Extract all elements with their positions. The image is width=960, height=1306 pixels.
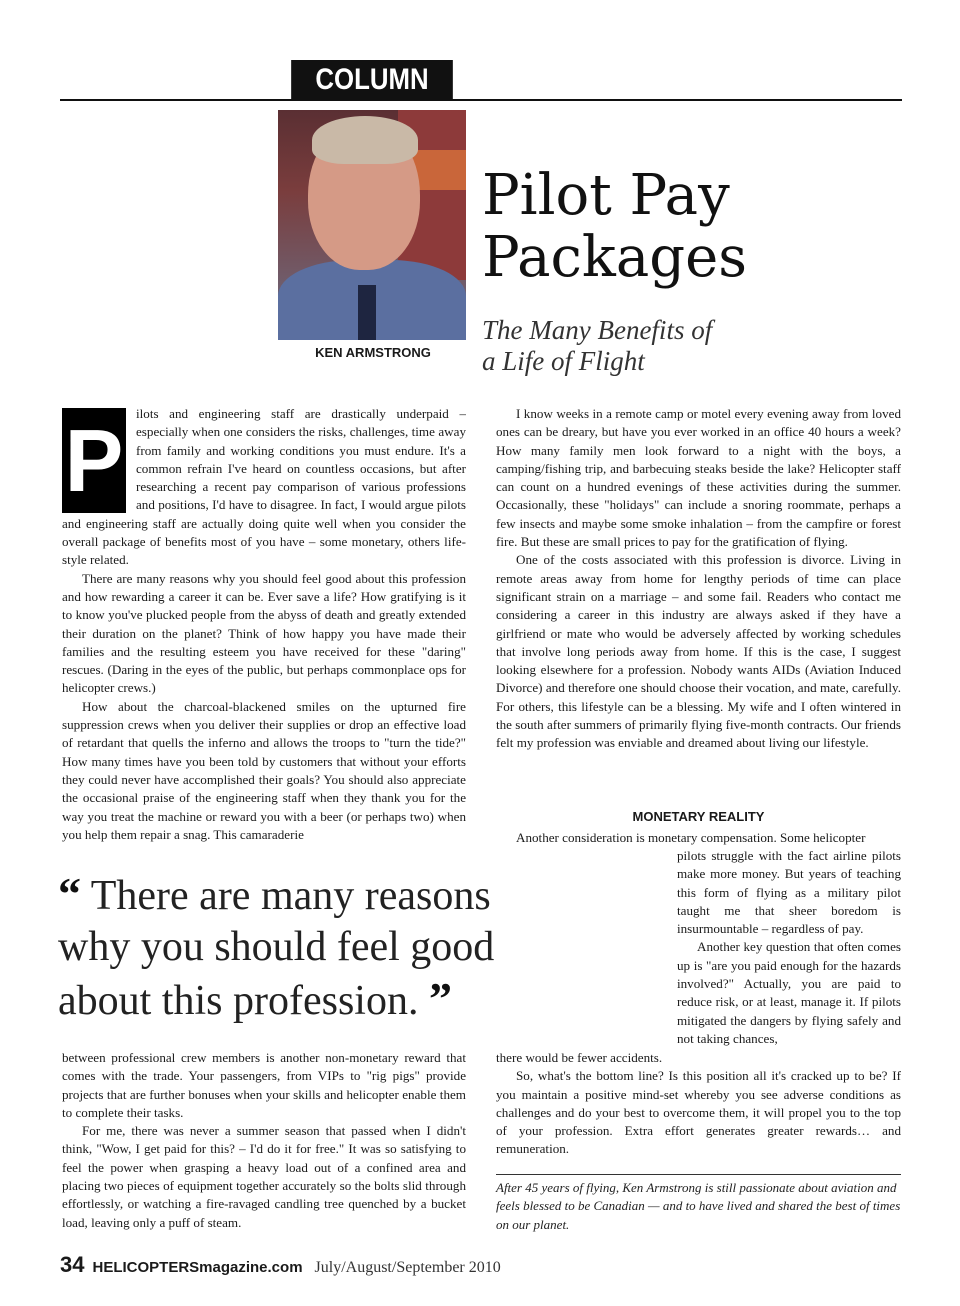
page-footer [60,1252,501,1282]
right-column-bottom [496,1049,901,1161]
photo-tie [358,285,376,340]
author-byline: KEN ARMSTRONG [315,345,431,360]
section-subhead: MONETARY REALITY [632,809,765,824]
paragraph-9: So, what's the bottom line? Is this position all it's cracked up to be? If you maintain a positive mind-set whereby you see adverse conditions as challenges and do your best to overcome them, it will propel you to the top of your profession. Extra effort generates greater rewards… and remuneration. [496,1068,901,1157]
footer-site: HELICOPTERSmagazine.com [92,1259,303,1276]
left-column-bottom [62,1049,466,1235]
photo-hair [312,116,418,164]
page-number: 34 [60,1252,85,1277]
footer-issue: July/August/September 2010 [314,1259,501,1276]
right-column-mid-first-line [496,829,901,848]
pull-quote [58,868,558,1027]
paragraph-2: There are many reasons why you should feel good about this profession and how rewarding a career it can be. Ever save a life? How gratifying is it to know you've plucked people from the abyss of death and greatly extended their duration on the planet? Think of how happy you have made their families and the resulting esteem you have received for these "daring" rescues. (Daring in the eyes of the public, but perhaps commonplace ops for helicopter crews.) [62,570,466,696]
paragraph-3: How about the charcoal-blackened smiles on the upturned fire suppression crews when you deliver their supplies or drop an effective load of retardant that quells the inferno and allows the troops to "turn the tide?" How many times have you been told by customers that without your efforts they could never have accomplished their goals? You should also appreciate the occasional praise of the engineering staff when they thank you for the way you treat the machine or reward you with a beer (or perhaps two) when you help them repair a snag. This camaraderie [62,698,466,842]
header-rule [60,99,902,101]
paragraph-8: Another key question that often comes up is "are you paid enough for the hazards involved?" Actually, you are paid to reduce risk, or at least, manage it. If pilots mitigated the dangers by flying safely and not taking chances, [677,939,901,1046]
title-line-1: Pilot Pay [482,163,730,228]
title-line-2: Packages [482,225,747,290]
open-quote-mark: “ [58,868,81,919]
article-title [482,165,902,289]
author-bio: After 45 years of flying, Ken Armstrong is still passionate about aviation and feels blessed to be Canadian — and to have lived and shared the best of times on our planet. [496,1180,901,1232]
left-column-top [62,405,466,845]
right-column-top [496,405,901,800]
paragraph-8-continued: there would be fewer accidents. [496,1050,663,1065]
paragraph-3-continued: between professional crew members is another non-monetary reward that comes with the trade. Your passengers, from VIPs to "rig pigs" provide projects that are further bonuses when your skills and helicopter enable them to complete their tasks. [62,1050,466,1120]
drop-cap: P [62,408,126,513]
paragraph-5: I know weeks in a remote camp or motel every evening away from loved ones can be dreary, but have you ever worked in an office 40 hours a week? How many family men look forward to a night with the boys, a camping/fishing trip, and barbecuing steaks beside the lake? Helicopter staff can count on a hundred evenings of these activities during the summer. Occasionally, these "holidays" can include a snoring roommate, perhaps a few insects and maybe some smoke inhalation – from the campfire or forest fire. But these are small prices to pay for the gratification of flying. [496,406,901,550]
pull-quote-text: There are many reasons why you should feel good about this profession. [58,873,495,1024]
subtitle-line-2: a Life of Flight [482,346,645,376]
paragraph-7-rest: pilots struggle with the fact airline pilots make more money. But years of teaching this form of flying as a military pilot taught me that sheer boredom is insurmountable – regardless of pay. [677,848,901,937]
paragraph-4: For me, there was never a summer season that passed when I didn't think, "Wow, I get paid for this? – I'd do it for free." It was so satisfying to feel the power when grasping a heavy load out of a confined area and placing two pieces of equipment together accurately so the bolts slid through effortlessly, or watching a fire-ravaged candling tree quenched by a bucket load, leaving only a puff of steam. [62,1123,466,1230]
author-photo [278,110,466,340]
subtitle-line-1: The Many Benefits of [482,315,713,345]
paragraph-6: One of the costs associated with this profession is divorce. Living in remote areas away from home for lengthy periods of time can place significant strain on a marriage – and some fail. Readers who contact me considering a career in this industry are always asked if they have a girlfriend or mate who would be adversely affected by working schedules that involve long periods away from home. If this is the case, I suggest looking elsewhere for a profession. Nobody wants AIDs (Aviation Induced Divorce) and therefore one should choose their vocation, and mate, carefully. For others, this lifestyle can be a blessing. My wife and I often wintered in the south after summers of primarily flying five-month contracts. Our friends felt my profession was enviable and dreamed about living our lifestyle. [496,552,901,751]
article-subtitle [482,315,902,377]
bio-rule [496,1174,901,1175]
close-quote-mark: ” [428,973,452,1024]
section-banner: COLUMN [291,60,453,100]
paragraph-1: ilots and engineering staff are drastically underpaid – especially when one considers the risks, challenges, time away from family and working conditions you must endure. It's a common refrain I've heard on countless occasions, but after researching a recent pay comparison of various professions and positions, I'd have to disagree. In fact, I would argue pilots and engineering staff are actually doing quite well when you consider the overall package of benefits most of you have – some monetary, others life-style related. [62,406,466,568]
right-column-narrow [677,847,901,1051]
paragraph-7-first-line: Another consideration is monetary compensation. Some helicopter [516,830,866,845]
